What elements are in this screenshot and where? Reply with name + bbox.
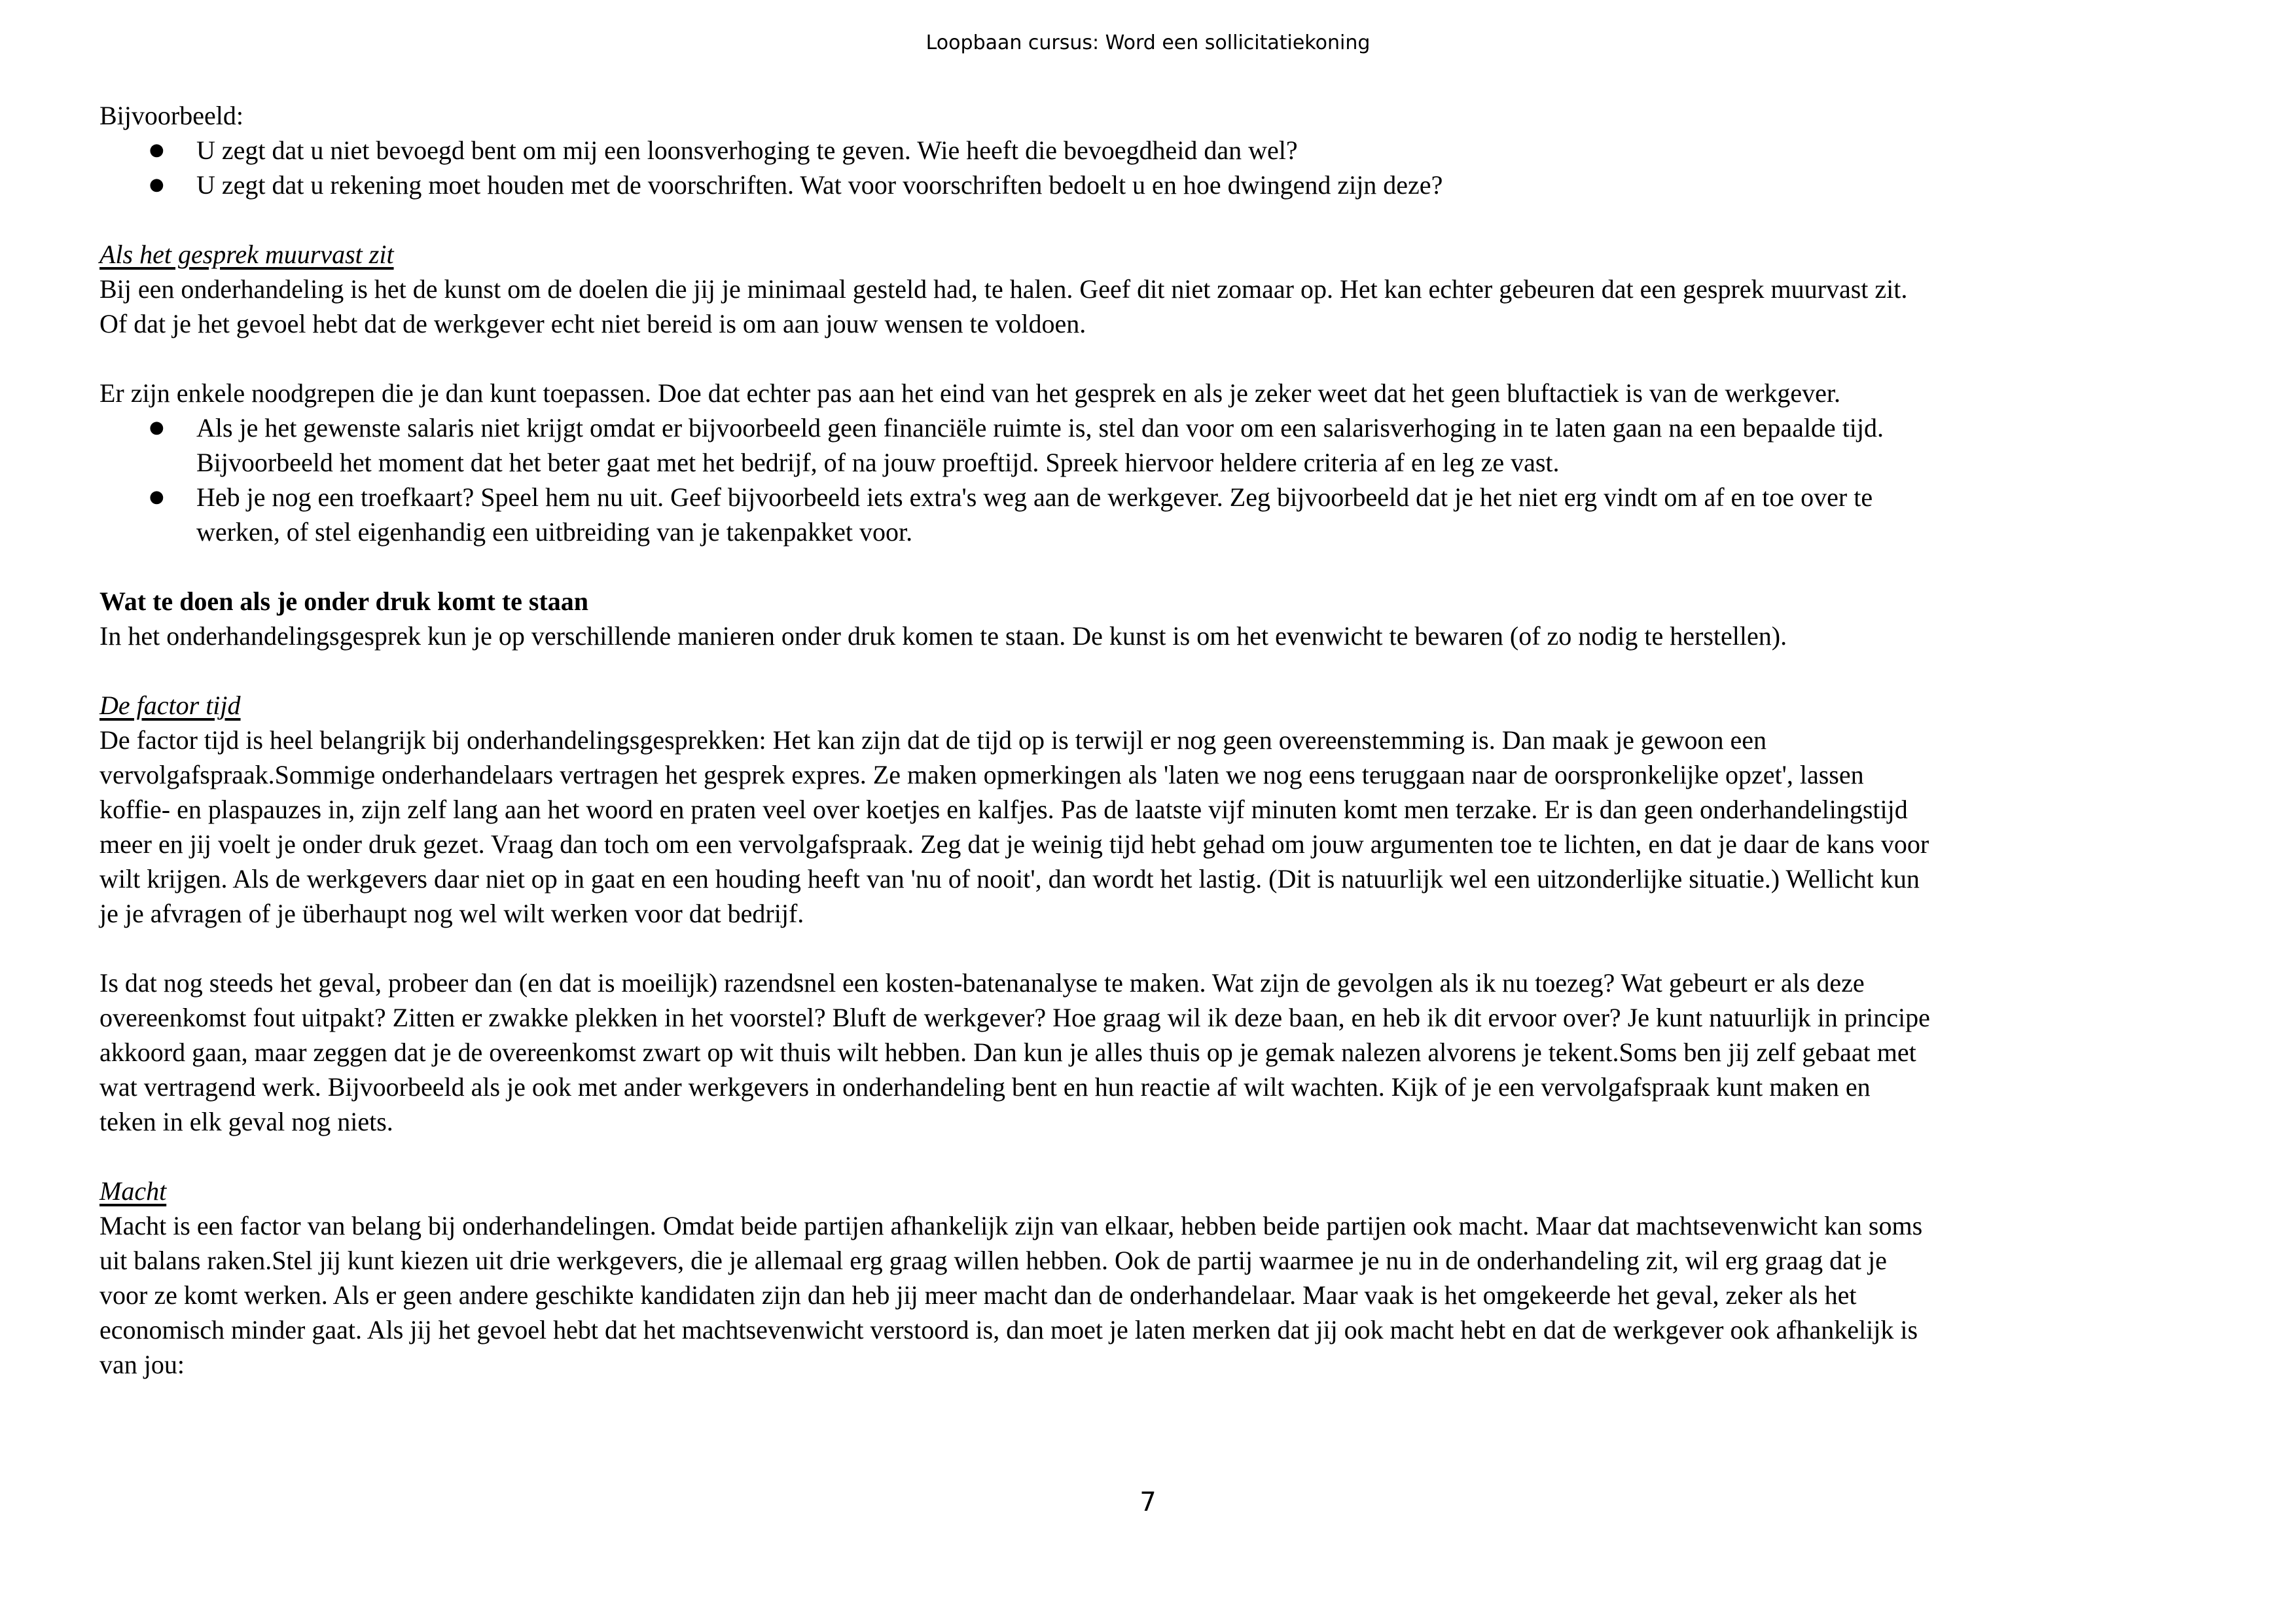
document-body (99, 98, 2220, 1382)
list-item (99, 168, 2220, 202)
list-item-line: Bijvoorbeeld het moment dat het beter gaat met het bedrijf, of na jouw proeftijd. Spreek hiervoor heldere criteria af en leg ze vast. (196, 448, 1560, 477)
list-item (99, 410, 2220, 480)
paragraph: Er zijn enkele noodgrepen die je dan kunt toepassen. Doe dat echter pas aan het eind van het gesprek en als je zeker weet dat het geen bluftactiek is van de werkgever. (99, 378, 1841, 408)
paragraph-line: Is dat nog steeds het geval, probeer dan (en dat is moeilijk) razendsnel een kosten-batenanalyse te maken. Wat zijn de gevolgen als ik nu toezeg? Wat gebeurt er als deze (99, 968, 1865, 998)
section-heading-text: Macht (99, 1176, 167, 1206)
section-heading-text: De factor tijd (99, 691, 241, 720)
paragraph-line: akkoord gaan, maar zeggen dat je de overeenkomst zwart op wit thuis wilt hebben. Dan kun je alles thuis op je gemak nalezen alvorens je tekent.Soms ben jij zelf gebaat met (99, 1038, 1916, 1067)
intro-bullet-list (99, 133, 2220, 202)
paragraph-line: economisch minder gaat. Als jij het gevoel hebt dat het machtsevenwicht verstoord is, dan moet je laten merken dat jij ook macht hebt en dat de werkgever ook afhankelijk is (99, 1315, 1918, 1344)
bullet-icon: ● (149, 175, 164, 194)
bullet-icon: ● (149, 140, 164, 160)
list-item (99, 480, 2220, 549)
paragraph-line: je je afvragen of je überhaupt nog wel wilt werken voor dat bedrijf. (99, 899, 804, 928)
section-heading-factor-tijd (99, 688, 2220, 723)
paragraph-line: teken in elk geval nog niets. (99, 1107, 393, 1136)
bullet-icon: ● (149, 487, 164, 507)
paragraph-line: uit balans raken.Stel jij kunt kiezen uit drie werkgevers, die je allemaal erg graag willen hebben. Ook de partij waarmee je nu in de onderhandeling zit, wil erg graag dat je (99, 1246, 1887, 1275)
list-item-text: U zegt dat u rekening moet houden met de voorschriften. Wat voor voorschriften bedoelt u en hoe dwingend zijn deze? (196, 170, 1443, 200)
paragraph-line: Macht is een factor van belang bij onderhandelingen. Omdat beide partijen afhankelijk zijn van elkaar, hebben beide partijen ook macht. Maar dat machtsevenwicht kan soms (99, 1211, 1923, 1240)
paragraph: In het onderhandelingsgesprek kun je op verschillende manieren onder druk komen te staan. De kunst is om het evenwicht te bewaren (of zo nodig te herstellen). (99, 621, 1787, 651)
list-item-line: werken, of stel eigenhandig een uitbreiding van je takenpakket voor. (196, 517, 913, 547)
list-item-line: Heb je nog een troefkaart? Speel hem nu uit. Geef bijvoorbeeld iets extra's weg aan de werkgever. Zeg bijvoorbeeld dat je het niet erg vindt om af en toe over te (196, 482, 1873, 512)
page-header: Loopbaan cursus: Word een sollicitatiekoning (925, 31, 1371, 54)
muurvast-bullet-list (99, 410, 2220, 549)
paragraph-line: overeenkomst fout uitpakt? Zitten er zwakke plekken in het voorstel? Bluft de werkgever? Hoe graag wil ik deze baan, en heb ik dit ervoor over? Je kunt natuurlijk in principe (99, 1003, 1930, 1032)
paragraph-line: meer en jij voelt je onder druk gezet. Vraag dan toch om een vervolgafspraak. Zeg dat je weinig tijd hebt gehad om jouw argumenten toe te lichten, en dat je daar de kans voor (99, 829, 1929, 859)
paragraph-line: koffie- en plaspauzes in, zijn zelf lang aan het woord en praten veel over koetjes en kalfjes. Pas de laatste vijf minuten komt men terzake. Er is dan geen onderhandelingstijd (99, 795, 1908, 824)
list-item (99, 133, 2220, 168)
paragraph-line: wilt krijgen. Als de werkgevers daar niet op in gaat en een houding heeft van 'nu of nooit', dan wordt het lastig. (Dit is natuurlijk wel een uitzonderlijke situatie.) Wellicht kun (99, 864, 1920, 893)
list-item-text: U zegt dat u niet bevoegd bent om mij een loonsverhoging te geven. Wie heeft die bevoegdheid dan wel? (196, 135, 1298, 165)
section-heading-muurvast (99, 237, 2220, 272)
intro-label: Bijvoorbeeld: (99, 101, 243, 130)
paragraph-line: vervolgafspraak.Sommige onderhandelaars vertragen het gesprek expres. Ze maken opmerkingen als 'laten we nog eens teruggaan naar de oorspronkelijke opzet', lassen (99, 760, 1864, 789)
paragraph-line: voor ze komt werken. Als er geen andere geschikte kandidaten zijn dan heb jij meer macht dan de onderhandelaar. Maar vaak is het omgekeerde het geval, zeker als het (99, 1280, 1857, 1310)
list-item-line: Als je het gewenste salaris niet krijgt omdat er bijvoorbeeld geen financiële ruimte is, stel dan voor om een salarisverhoging in te laten gaan na een bepaalde tijd. (196, 413, 1884, 442)
bullet-icon: ● (149, 418, 164, 437)
section-heading-druk: Wat te doen als je onder druk komt te staan (99, 586, 589, 616)
paragraph-line: wat vertragend werk. Bijvoorbeeld als je ook met ander werkgevers in onderhandeling bent en hun reactie af wilt wachten. Kijk of je een vervolgafspraak kunt maken en (99, 1072, 1871, 1102)
paragraph-line: Bij een onderhandeling is het de kunst om de doelen die jij je minimaal gesteld had, te halen. Geef dit niet zomaar op. Het kan echter gebeuren dat een gesprek muurvast zit. (99, 274, 1908, 304)
paragraph-line: Of dat je het gevoel hebt dat de werkgever echt niet bereid is om aan jouw wensen te voldoen. (99, 309, 1086, 338)
section-heading-text: Als het gesprek muurvast zit (99, 240, 394, 269)
section-heading-macht (99, 1174, 2220, 1208)
page-number: 7 (1139, 1487, 1157, 1517)
paragraph-line: De factor tijd is heel belangrijk bij onderhandelingsgesprekken: Het kan zijn dat de tijd op is terwijl er nog geen overeenstemming is. Dan maak je gewoon een (99, 725, 1767, 755)
paragraph-line: van jou: (99, 1350, 185, 1379)
